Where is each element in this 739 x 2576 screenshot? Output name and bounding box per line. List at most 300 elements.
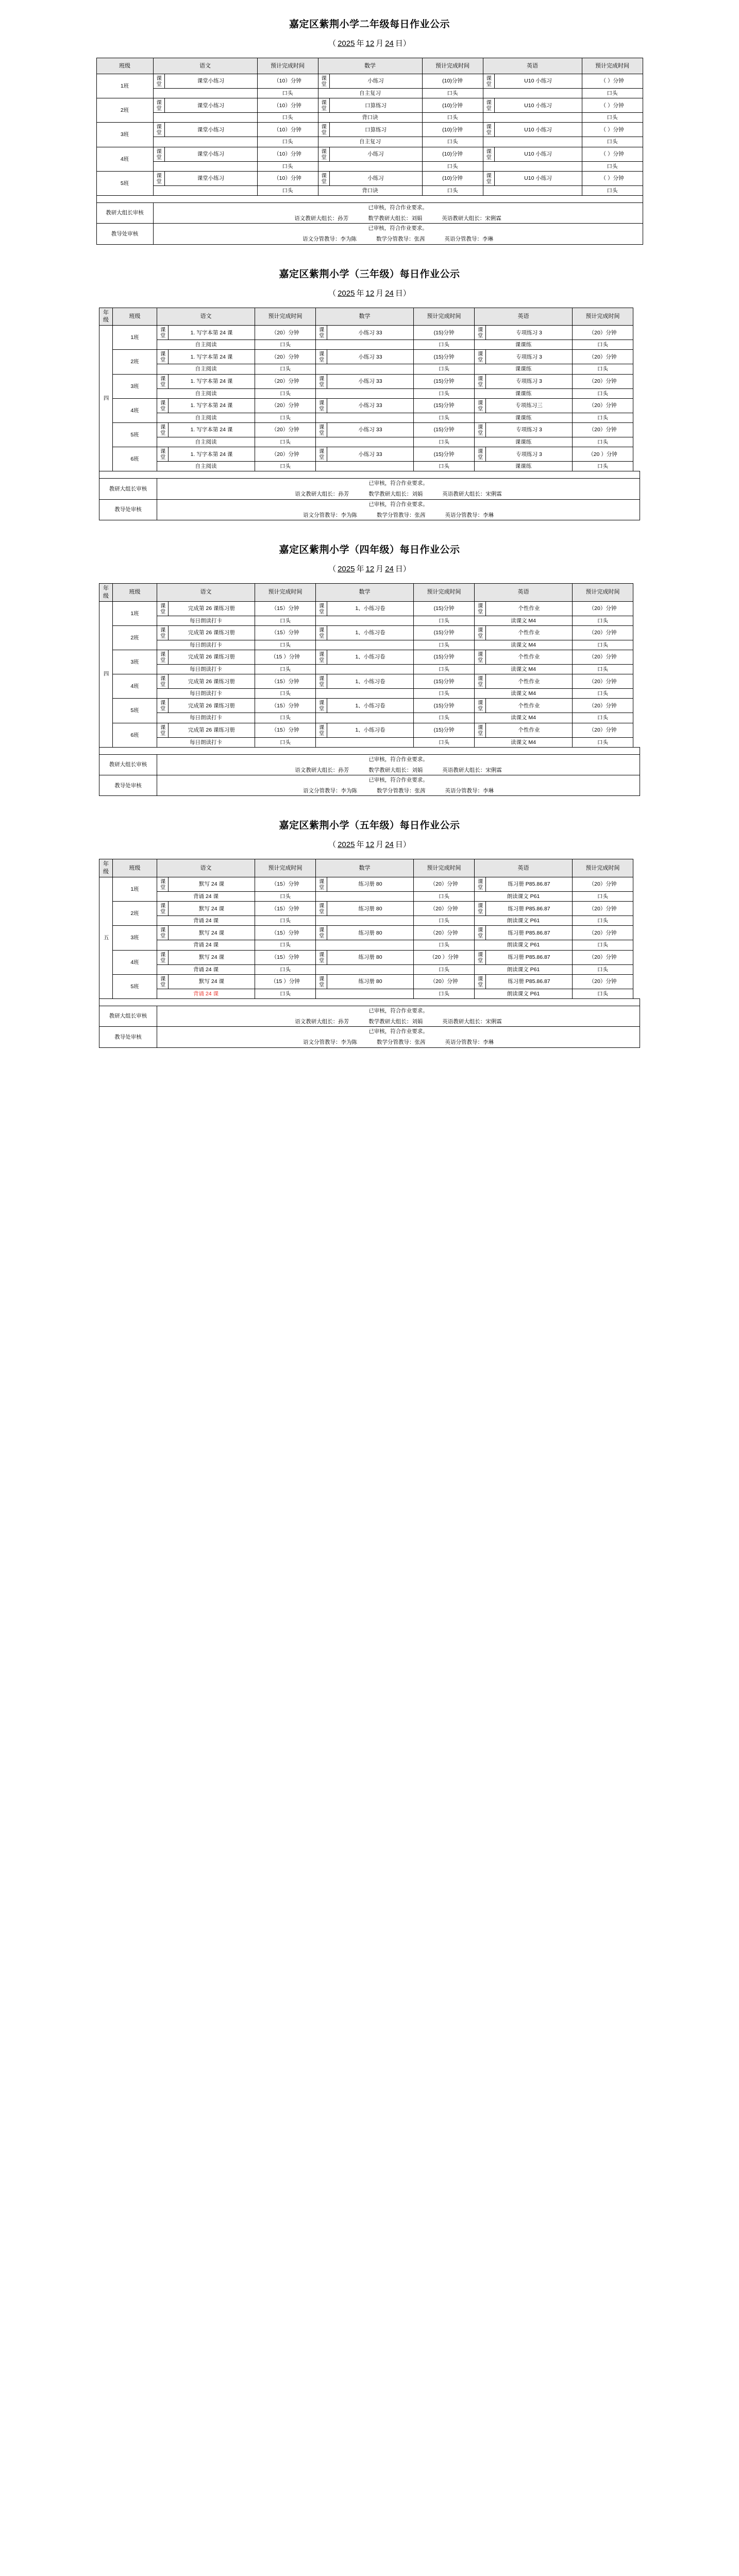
col-header-class: 班级	[113, 583, 157, 601]
date-paren-open: （	[328, 564, 337, 573]
cell-chinese-task: 课堂小练习	[164, 74, 257, 89]
cell-chinese-oral-time: 口头	[257, 89, 318, 98]
group-review-body	[157, 754, 640, 775]
table-row	[99, 616, 640, 625]
cell-math-oral-task	[318, 161, 422, 171]
group-review-label: 教研大组长审核	[99, 754, 157, 775]
office-review-signatures	[159, 787, 637, 794]
cell-math-oral-time: 口头	[422, 185, 483, 195]
group-review-statement: 已审核，符合作业要求。	[368, 1007, 428, 1014]
cell-class-name: 2班	[96, 98, 153, 123]
cell-english-task: 个性作业	[486, 723, 573, 737]
office-review-row	[96, 224, 643, 244]
col-header-chinese: 语文	[157, 859, 255, 877]
office-review-row	[99, 1027, 640, 1047]
office-review-row	[99, 499, 640, 520]
cell-classroom-tag-chinese: 课堂	[157, 422, 169, 437]
cell-classroom-tag-english: 课堂	[475, 974, 486, 989]
cell-english-time: （ ）分钟	[582, 123, 643, 137]
cell-math-oral-time: 口头	[414, 616, 475, 625]
cell-math-time: (10)分钟	[422, 123, 483, 137]
cell-english-oral-time: 口头	[573, 964, 633, 974]
cell-english-task: U10 小练习	[494, 98, 582, 113]
cell-classroom-tag-english: 课堂	[475, 902, 486, 916]
cell-math-task: 1、小练习卷	[327, 699, 414, 713]
cell-classroom-tag-english: 课堂	[483, 171, 494, 185]
page-title-grade4: 嘉定区紫荆小学（四年级）每日作业公示	[279, 544, 460, 555]
cell-english-time: （ ）分钟	[582, 147, 643, 161]
cell-chinese-oral-time: 口头	[255, 616, 316, 625]
cell-chinese-task: 完成第 26 课练习册	[169, 674, 255, 689]
cell-chinese-oral-task: 自主阅读	[157, 413, 255, 422]
cell-classroom-tag-math: 课堂	[318, 147, 329, 161]
cell-classroom-tag-chinese: 课堂	[157, 974, 169, 989]
cell-chinese-time: （15）分钟	[255, 601, 316, 616]
cell-math-time: (15)分钟	[414, 699, 475, 713]
table-row	[96, 147, 643, 161]
table-row	[96, 137, 643, 147]
cell-math-task: 练习册 80	[327, 877, 414, 892]
col-header-english: 英语	[475, 583, 573, 601]
cell-class-name: 4班	[113, 950, 157, 974]
cell-english-oral-task: 课课练	[475, 437, 573, 447]
group-reviewer-2: 英语教研大组长：宋俐霖	[442, 215, 501, 222]
cell-chinese-time: （10）分钟	[257, 171, 318, 185]
cell-english-task: 专项练习 3	[486, 326, 573, 340]
cell-chinese-oral-time: 口头	[255, 413, 316, 422]
cell-english-task: 练习册 P85.86.87	[486, 877, 573, 892]
date-paren-open: （	[328, 289, 337, 298]
cell-classroom-tag-chinese: 课堂	[157, 950, 169, 964]
group-review-row	[99, 479, 640, 499]
cell-chinese-task: 默写 24 课	[169, 902, 255, 916]
group-reviewer-2: 英语教研大组长：宋俐霖	[442, 491, 502, 498]
cell-chinese-time: （20）分钟	[255, 326, 316, 340]
cell-english-oral-task	[483, 161, 582, 171]
cell-math-oral-time: 口头	[414, 892, 475, 902]
office-reviewer-0: 语文分管教导：李为陈	[303, 512, 357, 518]
cell-math-task: 小练习	[329, 74, 422, 89]
cell-classroom-tag-math: 课堂	[316, 326, 327, 340]
cell-chinese-time: （15）分钟	[255, 902, 316, 916]
cell-math-oral-time: 口头	[414, 964, 475, 974]
cell-english-task: 练习册 P85.86.87	[486, 902, 573, 916]
cell-english-task: 个性作业	[486, 601, 573, 616]
cell-chinese-task: 完成第 26 课练习册	[169, 723, 255, 737]
table-row	[96, 185, 643, 195]
cell-english-task: 专项练习 3	[486, 374, 573, 388]
cell-classroom-tag-math: 课堂	[316, 601, 327, 616]
cell-math-time: (10)分钟	[422, 147, 483, 161]
col-header-math: 数学	[316, 583, 414, 601]
cell-classroom-tag-chinese: 课堂	[153, 98, 164, 113]
cell-chinese-time: （15）分钟	[255, 877, 316, 892]
cell-chinese-time: （20）分钟	[255, 447, 316, 462]
cell-classroom-tag-english: 课堂	[475, 650, 486, 664]
cell-english-oral-task: 读课文 M4	[475, 640, 573, 650]
cell-chinese-time: （20）分钟	[255, 398, 316, 413]
cell-class-name: 5班	[96, 171, 153, 195]
table-spacer-row	[96, 195, 643, 202]
office-review-statement: 已审核，符合作业要求。	[368, 777, 428, 784]
date-year-unit: 年	[356, 289, 364, 298]
cell-classroom-tag-math: 课堂	[316, 674, 327, 689]
cell-math-task: 1、小练习卷	[327, 723, 414, 737]
cell-chinese-oral-time: 口头	[255, 713, 316, 723]
table-row	[96, 123, 643, 137]
cell-classroom-tag-math: 课堂	[316, 350, 327, 364]
cell-english-time: （20）分钟	[573, 326, 633, 340]
office-review-signatures	[159, 512, 637, 519]
cell-math-task: 小练习	[329, 171, 422, 185]
group-review-signatures	[156, 215, 641, 222]
cell-classroom-tag-math: 课堂	[316, 699, 327, 713]
cell-class-name: 6班	[113, 447, 157, 471]
cell-english-oral-time: 口头	[573, 413, 633, 422]
table-row	[99, 916, 640, 926]
cell-classroom-tag-chinese: 课堂	[153, 74, 164, 89]
office-reviewer-2: 英语分管教导：李琳	[445, 512, 494, 518]
cell-english-oral-task: 读课文 M4	[475, 664, 573, 674]
cell-math-task: 口算练习	[329, 98, 422, 113]
date-year-unit: 年	[356, 39, 364, 48]
cell-english-oral-time: 口头	[573, 737, 633, 747]
table-header-row	[99, 859, 640, 877]
cell-class-name: 4班	[113, 674, 157, 699]
cell-chinese-time: （15）分钟	[255, 926, 316, 940]
cell-english-task: 练习册 P85.86.87	[486, 950, 573, 964]
group-review-signatures	[159, 1018, 637, 1025]
cell-math-oral-time: 口头	[414, 640, 475, 650]
cell-english-oral-time: 口头	[573, 940, 633, 950]
cell-math-time: (15)分钟	[414, 326, 475, 340]
cell-math-oral-time: 口头	[414, 462, 475, 471]
group-review-row	[99, 754, 640, 775]
date-day: 24	[385, 840, 394, 850]
cell-english-time: （20）分钟	[573, 926, 633, 940]
cell-classroom-tag-math: 课堂	[316, 723, 327, 737]
office-review-body	[157, 1027, 640, 1047]
cell-chinese-task: 完成第 26 课练习册	[169, 601, 255, 616]
cell-english-oral-task: 课课练	[475, 388, 573, 398]
date-day-unit: 日	[395, 564, 403, 573]
date-day-unit: 日	[395, 39, 403, 48]
col-header-chinese: 语文	[157, 308, 255, 326]
cell-chinese-oral-time: 口头	[255, 388, 316, 398]
cell-chinese-task: 默写 24 课	[169, 950, 255, 964]
date-month: 12	[365, 39, 375, 48]
cell-english-oral-time: 口头	[573, 689, 633, 699]
cell-chinese-oral-time: 口头	[257, 185, 318, 195]
office-reviewer-1: 数学分管教导：张茜	[377, 512, 426, 518]
cell-classroom-tag-english: 课堂	[483, 98, 494, 113]
cell-classroom-tag-english: 课堂	[475, 625, 486, 640]
cell-english-time: （20）分钟	[573, 877, 633, 892]
cell-chinese-time: （15）分钟	[255, 699, 316, 713]
cell-english-oral-task: 课课练	[475, 364, 573, 374]
date-paren-open: （	[328, 840, 337, 850]
page-date-grade2	[0, 38, 739, 58]
cell-math-time: (15)分钟	[414, 447, 475, 462]
group-review-label: 教研大组长审核	[96, 202, 153, 223]
col-header-grade: 年级	[99, 859, 113, 877]
cell-chinese-oral-time: 口头	[255, 916, 316, 926]
cell-english-oral-task	[483, 137, 582, 147]
cell-english-oral-time: 口头	[582, 113, 643, 123]
cell-chinese-task: 课堂小练习	[164, 171, 257, 185]
cell-english-time: （20）分钟	[573, 723, 633, 737]
cell-math-oral-task	[316, 916, 414, 926]
table-row	[99, 926, 640, 940]
cell-english-oral-task	[483, 113, 582, 123]
cell-chinese-task: 课堂小练习	[164, 123, 257, 137]
cell-chinese-oral-time: 口头	[255, 892, 316, 902]
cell-classroom-tag-english: 课堂	[475, 877, 486, 892]
cell-math-time: （20）分钟	[414, 926, 475, 940]
cell-math-oral-task: 自主复习	[318, 137, 422, 147]
cell-chinese-oral-task: 背诵 24 课	[157, 964, 255, 974]
table-row	[99, 892, 640, 902]
cell-classroom-tag-math: 课堂	[318, 123, 329, 137]
cell-class-name: 2班	[113, 625, 157, 650]
cell-chinese-time: （20）分钟	[255, 422, 316, 437]
col-header-est-time-math: 预计完成时间	[414, 308, 475, 326]
group-review-label: 教研大组长审核	[99, 479, 157, 499]
cell-chinese-task: 课堂小练习	[164, 98, 257, 113]
cell-math-oral-task	[316, 437, 414, 447]
cell-classroom-tag-chinese: 课堂	[157, 326, 169, 340]
cell-math-time: (10)分钟	[422, 171, 483, 185]
cell-chinese-task: 课堂小练习	[164, 147, 257, 161]
office-reviewer-2: 英语分管教导：李琳	[444, 236, 493, 243]
col-header-chinese: 语文	[153, 58, 257, 74]
cell-classroom-tag-chinese: 课堂	[157, 650, 169, 664]
cell-english-oral-time: 口头	[573, 989, 633, 998]
group-review-row	[96, 202, 643, 223]
cell-chinese-oral-task: 背诵 24 课	[157, 989, 255, 998]
cell-class-name: 5班	[113, 699, 157, 723]
col-header-math: 数学	[318, 58, 422, 74]
cell-math-oral-time: 口头	[414, 413, 475, 422]
cell-grade-marker: 四	[99, 601, 113, 747]
cell-math-task: 1、小练习卷	[327, 650, 414, 664]
office-reviewer-0: 语文分管教导：李为陈	[303, 788, 357, 794]
date-year: 2025	[338, 289, 355, 298]
cell-english-oral-task: 读课文 M4	[475, 713, 573, 723]
cell-math-oral-time: 口头	[414, 940, 475, 950]
cell-math-task: 1、小练习卷	[327, 625, 414, 640]
cell-class-name: 3班	[113, 926, 157, 950]
cell-math-time: (15)分钟	[414, 723, 475, 737]
cell-classroom-tag-english: 课堂	[475, 374, 486, 388]
office-review-statement: 已审核，符合作业要求。	[368, 1028, 428, 1035]
cell-english-task: U10 小练习	[494, 74, 582, 89]
table-row	[99, 350, 640, 364]
table-row	[99, 326, 640, 340]
cell-classroom-tag-english: 课堂	[475, 601, 486, 616]
table-row	[96, 89, 643, 98]
cell-math-task: 练习册 80	[327, 950, 414, 964]
cell-math-oral-task	[316, 413, 414, 422]
table-row	[99, 902, 640, 916]
cell-math-time: (15)分钟	[414, 398, 475, 413]
cell-chinese-oral-task: 每日朗读打卡	[157, 737, 255, 747]
cell-chinese-time: （15）分钟	[255, 723, 316, 737]
date-paren-close: ）	[402, 564, 411, 573]
col-header-class: 班级	[96, 58, 153, 74]
cell-math-oral-task	[316, 462, 414, 471]
cell-english-oral-task	[483, 185, 582, 195]
cell-classroom-tag-math: 课堂	[316, 398, 327, 413]
cell-math-time: (15)分钟	[414, 422, 475, 437]
cell-class-name: 4班	[96, 147, 153, 171]
cell-class-name: 3班	[113, 374, 157, 398]
cell-class-name: 6班	[113, 723, 157, 747]
col-header-est-time-chinese: 预计完成时间	[255, 308, 316, 326]
cell-class-name: 1班	[113, 877, 157, 902]
cell-math-task: 小练习	[329, 147, 422, 161]
cell-class-name: 3班	[96, 123, 153, 147]
cell-chinese-time: （15 ）分钟	[255, 974, 316, 989]
cell-chinese-oral-time: 口头	[257, 161, 318, 171]
cell-math-task: 练习册 80	[327, 974, 414, 989]
cell-math-time: (10)分钟	[422, 74, 483, 89]
cell-chinese-oral-task: 自主阅读	[157, 437, 255, 447]
date-year: 2025	[338, 39, 355, 48]
cell-english-time: （20）分钟	[573, 674, 633, 689]
cell-classroom-tag-math: 课堂	[316, 926, 327, 940]
cell-chinese-oral-task: 每日朗读打卡	[157, 689, 255, 699]
cell-classroom-tag-english: 课堂	[483, 147, 494, 161]
cell-math-oral-task: 背口诀	[318, 185, 422, 195]
cell-chinese-time: （10）分钟	[257, 98, 318, 113]
cell-math-oral-task	[316, 737, 414, 747]
cell-math-time: (10)分钟	[422, 98, 483, 113]
col-header-class: 班级	[113, 859, 157, 877]
group-review-body	[157, 1006, 640, 1026]
table-row	[99, 723, 640, 737]
cell-class-name: 4班	[113, 398, 157, 422]
table-row	[99, 699, 640, 713]
cell-english-oral-task: 课课练	[475, 462, 573, 471]
cell-english-task: 专项练习 3	[486, 422, 573, 437]
cell-classroom-tag-english: 课堂	[475, 326, 486, 340]
table-row	[99, 737, 640, 747]
table-row	[99, 650, 640, 664]
table-row	[99, 388, 640, 398]
table-row	[96, 171, 643, 185]
cell-math-oral-task	[316, 689, 414, 699]
cell-classroom-tag-math: 课堂	[316, 422, 327, 437]
homework-table-grade5	[99, 859, 640, 1047]
cell-class-name: 2班	[113, 902, 157, 926]
office-review-body	[157, 775, 640, 796]
cell-classroom-tag-english: 课堂	[475, 950, 486, 964]
group-review-body	[153, 202, 643, 223]
cell-math-time: (15)分钟	[414, 625, 475, 640]
office-review-body	[153, 224, 643, 244]
cell-classroom-tag-math: 课堂	[318, 98, 329, 113]
office-reviewer-1: 数学分管教导：张茜	[377, 788, 426, 794]
cell-math-oral-time: 口头	[414, 916, 475, 926]
office-review-label: 教导处审核	[96, 224, 153, 244]
cell-english-task: 专项练习 3	[486, 350, 573, 364]
cell-math-time: (15)分钟	[414, 350, 475, 364]
group-review-signatures	[159, 490, 637, 498]
cell-class-name: 2班	[113, 350, 157, 374]
section-grade4	[0, 529, 739, 801]
cell-chinese-oral-time: 口头	[255, 462, 316, 471]
table-row	[99, 689, 640, 699]
office-review-statement: 已审核，符合作业要求。	[368, 501, 428, 507]
office-review-label: 教导处审核	[99, 775, 157, 796]
cell-classroom-tag-chinese: 课堂	[153, 171, 164, 185]
table-row	[99, 374, 640, 388]
cell-math-oral-time: 口头	[414, 664, 475, 674]
cell-english-oral-time: 口头	[573, 616, 633, 625]
cell-chinese-oral-time: 口头	[255, 340, 316, 350]
section-grade3	[0, 253, 739, 526]
cell-classroom-tag-chinese: 课堂	[157, 398, 169, 413]
cell-english-task: U10 小练习	[494, 147, 582, 161]
homework-table-grade2	[96, 58, 643, 245]
table-header-row	[96, 58, 643, 74]
table-row	[99, 950, 640, 964]
page-title-grade3: 嘉定区紫荆小学（三年级）每日作业公示	[279, 268, 460, 280]
date-paren-close: ）	[402, 289, 411, 298]
cell-english-oral-time: 口头	[573, 364, 633, 374]
table-row	[99, 940, 640, 950]
cell-chinese-task: 1. 写字本第 24 课	[169, 350, 255, 364]
cell-classroom-tag-math: 课堂	[316, 902, 327, 916]
cell-math-time: （20）分钟	[414, 974, 475, 989]
cell-chinese-task: 1. 写字本第 24 课	[169, 326, 255, 340]
date-month-unit: 月	[376, 564, 384, 573]
cell-english-time: （20）分钟	[573, 625, 633, 640]
cell-chinese-task: 完成第 26 课练习册	[169, 625, 255, 640]
col-header-est-time-chinese: 预计完成时间	[257, 58, 318, 74]
table-row	[99, 437, 640, 447]
cell-chinese-oral-time: 口头	[255, 364, 316, 374]
cell-chinese-oral-time: 口头	[257, 113, 318, 123]
cell-english-time: （20）分钟	[573, 650, 633, 664]
table-spacer-row	[99, 747, 640, 754]
cell-math-task: 小练习 33	[327, 374, 414, 388]
cell-math-task: 小练习 33	[327, 447, 414, 462]
group-reviewer-0: 语文教研大组长：孙芳	[295, 1019, 349, 1025]
cell-chinese-task: 1. 写字本第 24 课	[169, 422, 255, 437]
group-reviewer-1: 数学教研大组长：刘娟	[368, 767, 423, 773]
table-row	[99, 413, 640, 422]
cell-chinese-oral-task	[153, 161, 257, 171]
cell-english-oral-time: 口头	[573, 340, 633, 350]
date-month: 12	[365, 564, 375, 573]
page-date-grade3	[0, 287, 739, 308]
cell-chinese-time: （20）分钟	[255, 350, 316, 364]
cell-math-oral-time: 口头	[422, 89, 483, 98]
table-row	[99, 964, 640, 974]
col-header-grade: 年级	[99, 308, 113, 326]
cell-english-oral-time: 口头	[582, 161, 643, 171]
table-row	[96, 98, 643, 113]
table-header-row	[99, 583, 640, 601]
cell-english-time: （20 ）分钟	[573, 447, 633, 462]
cell-chinese-oral-task: 自主阅读	[157, 364, 255, 374]
cell-classroom-tag-chinese: 课堂	[157, 447, 169, 462]
cell-chinese-oral-task	[153, 113, 257, 123]
col-header-math: 数学	[316, 308, 414, 326]
cell-math-oral-task	[316, 964, 414, 974]
